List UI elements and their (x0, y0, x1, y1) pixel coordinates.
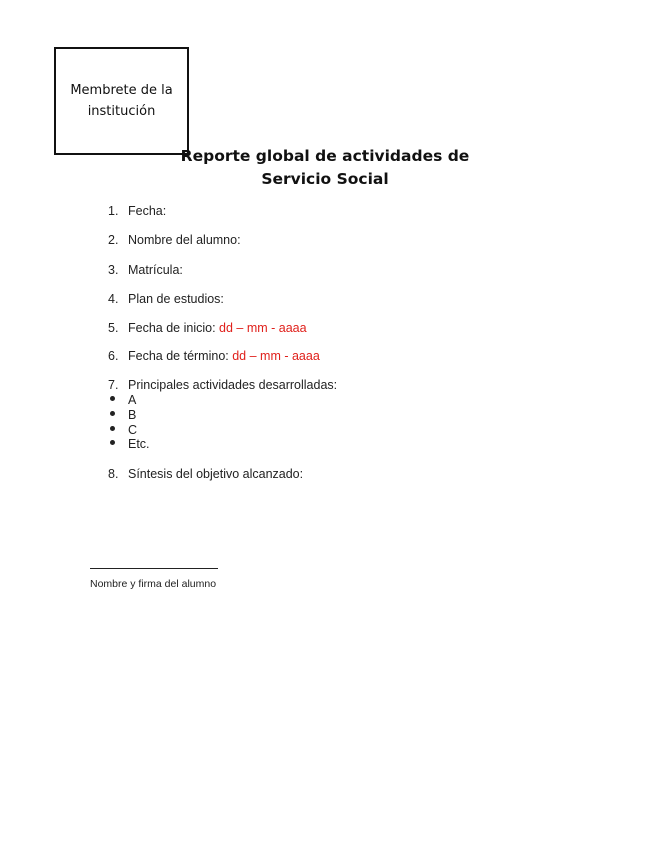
field-label: Plan de estudios: (128, 292, 224, 306)
field-fecha (108, 204, 166, 219)
field-number: 1. (108, 204, 119, 218)
field-matricula (108, 263, 183, 278)
field-number: 3. (108, 263, 119, 277)
date-placeholder: dd – mm - aaaa (232, 349, 320, 363)
field-number: 4. (108, 292, 119, 306)
field-fecha-inicio (108, 321, 307, 336)
activity-item (108, 423, 137, 438)
field-number: 2. (108, 233, 119, 247)
field-label: Síntesis del objetivo alcanzado: (128, 467, 304, 481)
activity-item (108, 408, 136, 423)
field-label: Fecha: (128, 204, 167, 218)
field-label: Fecha de término: (128, 349, 229, 363)
field-label: Principales actividades desarrolladas: (128, 378, 338, 392)
title-line-2: Servicio Social (261, 170, 389, 188)
field-sintesis-objetivo (108, 467, 303, 482)
field-number: 7. (108, 378, 119, 392)
letterhead-box (54, 47, 189, 155)
field-nombre-alumno (108, 233, 241, 248)
date-placeholder: dd – mm - aaaa (219, 321, 307, 335)
field-number: 6. (108, 349, 119, 363)
field-number: 5. (108, 321, 119, 335)
field-actividades (108, 378, 337, 393)
activity-text: Etc. (128, 437, 150, 451)
document-title (150, 145, 500, 191)
field-fecha-termino (108, 349, 320, 364)
activity-text: C (128, 423, 138, 437)
letterhead-text: Membrete de la institución (70, 83, 173, 119)
title-line-1: Reporte global de actividades de (180, 147, 470, 165)
field-label: Matrícula: (128, 263, 183, 277)
signature-line (90, 568, 218, 569)
field-plan-estudios (108, 292, 224, 307)
signature-label: Nombre y firma del alumno (90, 578, 217, 590)
field-label: Nombre del alumno: (128, 233, 241, 247)
field-label: Fecha de inicio: (128, 321, 216, 335)
activity-text: B (128, 408, 137, 422)
activity-item (108, 393, 136, 408)
field-number: 8. (108, 467, 119, 481)
activity-item (108, 437, 150, 452)
activity-text: A (128, 393, 137, 407)
